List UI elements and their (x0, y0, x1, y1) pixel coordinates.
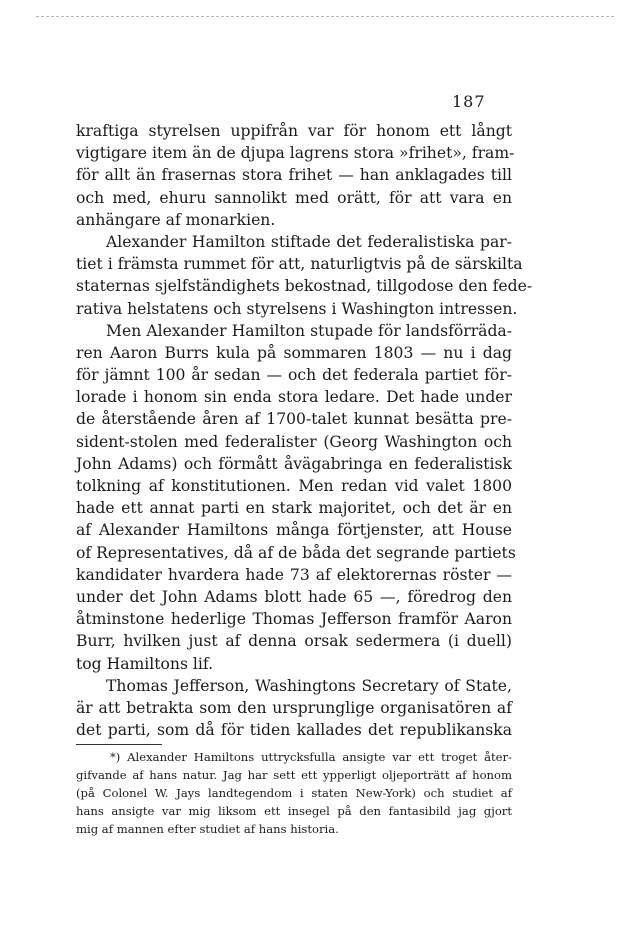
footnote-line: (på Colonel W. Jays landtegendom i staten New-York) och studiet af (76, 786, 512, 800)
footnote-line: mig af mannen efter studiet af hans historia. (76, 822, 339, 836)
text-line: Thomas Jefferson, Washingtons Secretary of State, (106, 676, 512, 695)
text-line: Alexander Hamilton stiftade det federalistiska par- (106, 232, 512, 251)
text-line: vigtigare item än de djupa lagrens stora »frihet», fram- (76, 144, 515, 163)
text-line: Men Alexander Hamilton stupade för landsförräda- (106, 321, 512, 340)
text-line: är att betrakta som den ursprunglige organisatören af (76, 698, 512, 717)
footnote-line: gifvande af hans natur. Jag har sett ett ypperligt oljeporträtt af honom (76, 768, 512, 782)
text-line: under det John Adams blott hade 65 —, föredrog den (76, 587, 512, 606)
text-line: för allt än frasernas stora frihet — han anklagades till (76, 166, 512, 185)
page-number: 187 (452, 92, 486, 111)
footnote-separator (76, 744, 162, 745)
top-edge-rule (36, 16, 614, 17)
text-line: af Alexander Hamiltons många förtjenster, att House (76, 521, 512, 540)
text-line: Burr, hvilken just af denna orsak sedermera (i duell) (76, 632, 512, 651)
text-line: för jämnt 100 år sedan — och det federala partiet för- (76, 366, 512, 385)
text-line: och med, ehuru sannolikt med orätt, för att vara en (76, 188, 512, 207)
text-line: de återstående åren af 1700-talet kunnat besätta pre- (76, 410, 512, 429)
text-line: rativa helstatens och styrelsens i Washington intressen. (76, 299, 518, 318)
text-line: anhängare af monarkien. (76, 210, 276, 229)
footnote-line: hans ansigte var mig liksom ett insegel på den fantasibild jag gjort (76, 804, 512, 818)
footnote-line: *) Alexander Hamiltons uttrycksfulla ansigte var ett troget åter- (110, 750, 512, 764)
text-line: tiet i främsta rummet för att, naturligtvis på de särskilta (76, 255, 523, 274)
text-line: ren Aaron Burrs kula på sommaren 1803 — nu i dag (76, 343, 512, 362)
text-line: kandidater hvardera hade 73 af elektorernas röster — (76, 565, 512, 584)
text-line: det parti, som då för tiden kallades det republikanska (76, 721, 512, 740)
text-line: hade ett annat parti en stark majoritet, och det är en (76, 499, 512, 518)
body-text (76, 120, 533, 741)
text-line: of Representatives, då af de båda det segrande partiets (76, 543, 516, 562)
text-line: sident-stolen med federalister (Georg Washington och (76, 432, 512, 451)
text-line: staternas sjelfständighets bekostnad, tillgodose den fede- (76, 277, 533, 296)
footnote (76, 748, 512, 838)
text-line: kraftiga styrelsen uppifrån var för honom ett långt (76, 122, 512, 140)
text-line: John Adams) och förmått åvägabringa en federalistisk (76, 454, 512, 473)
text-line: tolkning af konstitutionen. Men redan vid valet 1800 (76, 477, 512, 495)
text-line: lorade i honom sin enda stora ledare. Det hade under (76, 388, 512, 407)
text-line: åtminstone hederlige Thomas Jefferson framför Aaron (76, 610, 512, 629)
text-line: tog Hamiltons lif. (76, 654, 214, 673)
